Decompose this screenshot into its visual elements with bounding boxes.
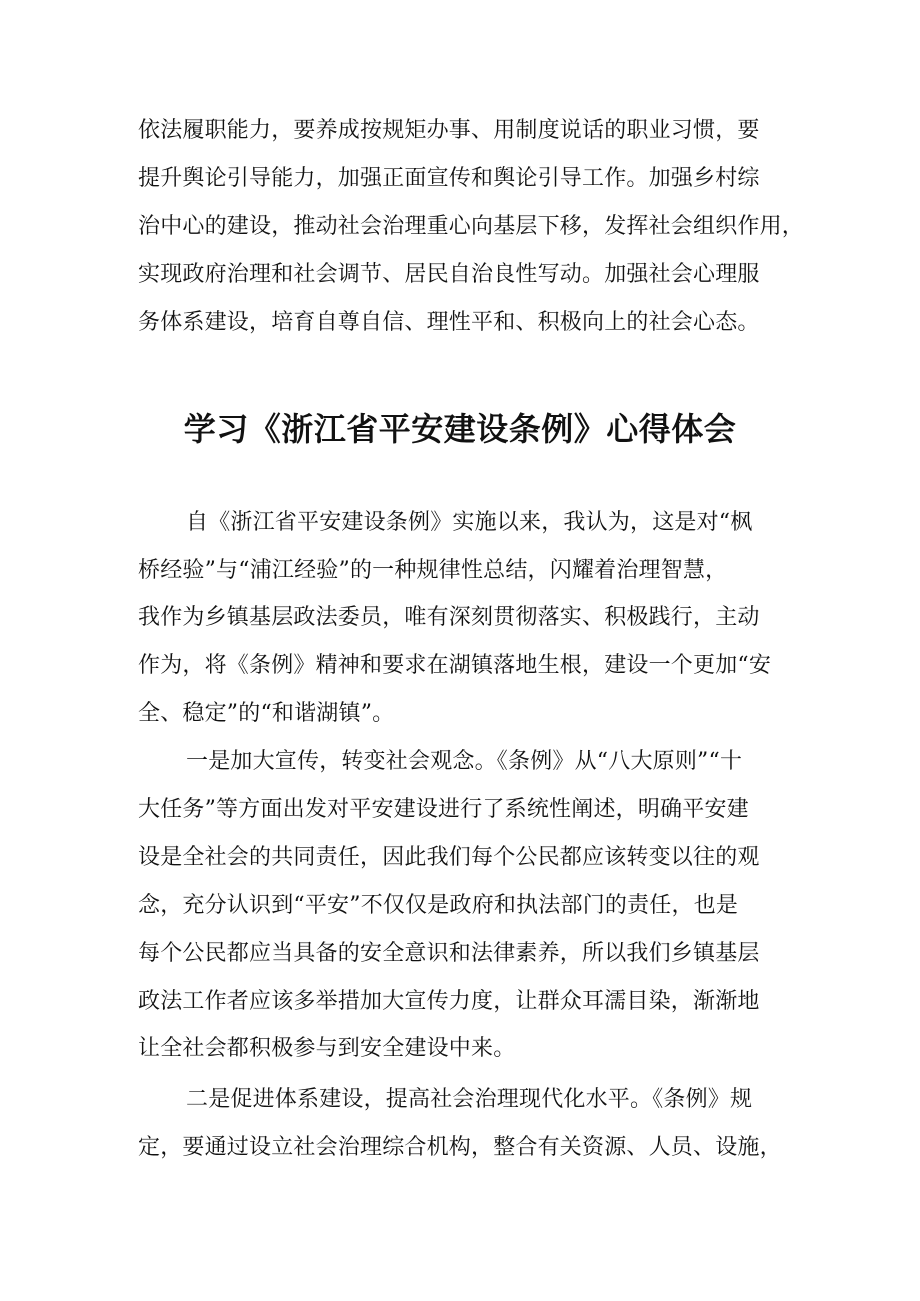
para2-line-5: 每个公民都应当具备的安全意识和法律素养，所以我们乡镇基层 (138, 941, 760, 966)
para2-line-7: 让全社会都积极参与到安全建设中来。 (138, 1036, 516, 1061)
para1-line-2: 桥经验”与“浦江经验”的一种规律性总结，闪耀着治理智慧， (138, 558, 728, 583)
para1-line-4: 作为，将《条例》精神和要求在湖镇落地生根，建设一个更加“安 (138, 653, 772, 678)
intro-line-1: 依法履职能力，要养成按规矩办事、用制度说话的职业习惯，要 (138, 118, 760, 143)
intro-line-5: 务体系建设，培育自尊自信、理性平和、积极向上的社会心态。 (138, 310, 760, 335)
intro-line-4: 实现政府治理和社会调节、居民自治良性写动。加强社会心理服 (138, 262, 760, 287)
para2-line-3: 设是全社会的共同责任，因此我们每个公民都应该转变以往的观 (138, 845, 760, 870)
para2-line-4: 念，充分认识到“平安”不仅仅是政府和执法部门的责任，也是 (138, 893, 739, 918)
document-title: 学习《浙江省平安建设条例》心得体会 (183, 410, 737, 448)
intro-line-2: 提升舆论引导能力，加强正面宣传和舆论引导工作。加强乡村综 (138, 166, 760, 191)
intro-line-3: 治中心的建设，推动社会治理重心向基层下移，发挥社会组织作用， (138, 214, 805, 239)
para1-line-3: 我作为乡镇基层政法委员，唯有深刻贯彻落实、积极践行，主动 (138, 605, 760, 630)
para2-line-1: 一是加大宣传，转变社会观念。《条例》从“八大原则”“十 (186, 749, 743, 774)
para1-line-1: 自《浙江省平安建设条例》实施以来，我认为，这是对“枫 (186, 510, 753, 535)
para3-line-2: 定，要通过设立社会治理综合机构，整合有关资源、人员、设施， (138, 1135, 782, 1160)
para3-line-1: 二是促进体系建设，提高社会治理现代化水平。《条例》规 (186, 1087, 753, 1112)
para2-line-6: 政法工作者应该多举措加大宣传力度，让群众耳濡目染，渐渐地 (138, 989, 760, 1014)
para2-line-2: 大任务”等方面出发对平安建设进行了系统性阐述，明确平安建 (138, 797, 749, 822)
para1-line-5: 全、稳定”的“和谐湖镇”。 (138, 701, 395, 726)
